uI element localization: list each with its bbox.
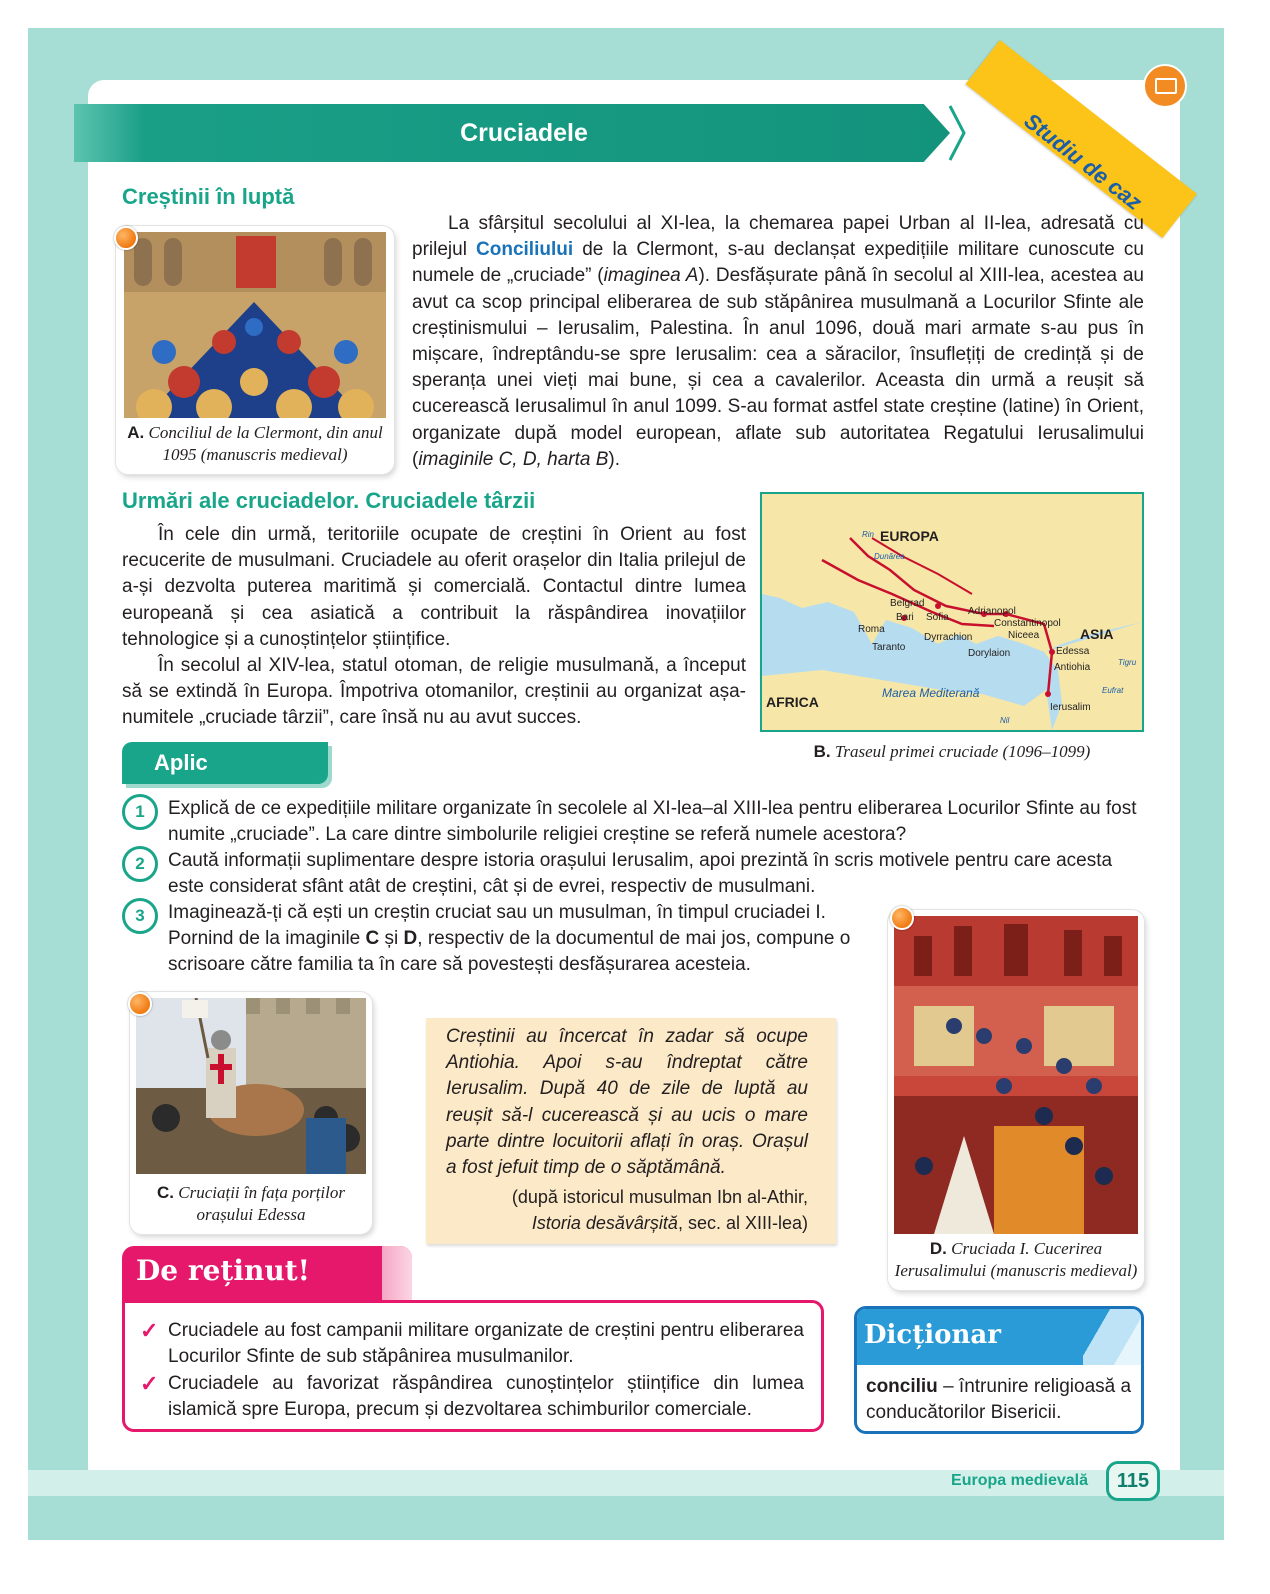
- orange-dot-icon: [890, 906, 914, 930]
- map-city: Adrianopol: [968, 606, 1016, 617]
- orange-dot-icon: [128, 992, 152, 1016]
- section2-paragraph-2: [122, 653, 746, 732]
- map-label-europa: EUROPA: [880, 528, 939, 544]
- section2-paragraph-1: [122, 522, 746, 653]
- case-study-label: Studiu de caz: [1019, 108, 1147, 215]
- section1-paragraph: [412, 211, 1144, 473]
- image-c-caption-text: Cruciații în fața porților orașului Edessa: [178, 1183, 345, 1224]
- map-label-tigru: Tigru: [1118, 658, 1137, 667]
- image-c-caption: [130, 1182, 372, 1226]
- image-d-label: D.: [929, 1239, 947, 1258]
- quote-source-c: , sec. al XIII-lea): [677, 1213, 808, 1233]
- section1-ref-cdb: imaginile C, D, harta B: [418, 448, 609, 470]
- task-number-2: 2: [122, 846, 158, 882]
- map-city: Roma: [858, 624, 885, 635]
- task-number-1: 1: [122, 794, 158, 830]
- image-c-label: C.: [157, 1183, 175, 1202]
- task-3-ref-c: C: [365, 928, 380, 950]
- image-d-caption: [888, 1238, 1144, 1282]
- map-city: Bari: [896, 612, 914, 623]
- map-label-rin: Rin: [862, 530, 875, 539]
- image-a-caption-text: Conciliul de la Clermont, din anul 1095 (manuscris medieval): [148, 423, 383, 464]
- map-city: Dorylaion: [968, 648, 1011, 659]
- map-label-nil: Nil: [1000, 716, 1010, 725]
- quote-text: Creștinii au încercat în zadar să ocupe Antiohia. Apoi s-au îndreptat către Ierusalim. După 40 de zile de luptă au reușit să-l cucerească și au ucis o mare parte dintre locuitorii aflați în oraș. Orașul a fost jefuit timp de o săptămână.: [446, 1026, 808, 1179]
- map-label-asia: ASIA: [1080, 626, 1114, 642]
- map-b-caption: [760, 741, 1144, 763]
- section2-text-1: În cele din urmă, teritoriile ocupate de creștini în Orient au fost recucerite de musulmani. Cruciadele au oferit orașelor din Italia prilejul de a-și dezvolta puterea maritimă și comercială. Contactul dintre lumea europeană și cea asiatică a contribuit la răspândirea inovațiilor tehnologice și a cunoștințelor științifice.: [122, 524, 746, 650]
- dictionar-title: Dicționar: [864, 1320, 1001, 1350]
- map-label-sea: Marea Mediterană: [882, 686, 980, 700]
- map-city: Antiohia: [1054, 662, 1091, 673]
- checkmark-icon: ✓: [140, 1371, 159, 1396]
- quote-source-a: (după istoricul musulman Ibn al-Athir,: [511, 1187, 808, 1207]
- image-a-label: A.: [127, 423, 145, 442]
- checkmark-icon: ✓: [140, 1318, 159, 1343]
- map-label-dunarea: Dunărea: [874, 552, 905, 561]
- section-heading-crestinii: Creștinii în luptă: [122, 184, 295, 209]
- map-label-eufrat: Eufrat: [1102, 686, 1124, 695]
- footer-chapter: Europa medievală: [951, 1472, 1088, 1489]
- image-b-caption-text: Traseul primei cruciade (1096–1099): [834, 742, 1091, 761]
- quote-source: [446, 1184, 808, 1236]
- retinut-item-1: Cruciadele au fost campanii militare organizate de creștini pentru eliberarea Locurilor Sfinte de sub stăpânirea musulmanilor.: [168, 1320, 804, 1367]
- retinut-item-2: Cruciadele au favorizat răspândirea cunoștințelor științifice din lumea islamică spre Europa, precum și dezvoltarea schimburilor comerciale.: [168, 1373, 804, 1420]
- dictionar-term: conciliu: [866, 1376, 938, 1397]
- image-d-frame: [888, 910, 1144, 1290]
- conciliu-keyword[interactable]: Conciliului: [476, 239, 574, 261]
- task-3-part-a: Imaginează-ți că ești un creștin cruciat sau un musulman, în timpul cruciadei I. Pornind de la imaginile: [168, 902, 826, 950]
- task-3-part-e: , respectiv de la documentul de mai jos, compune o scrisoare către familia ta în care să povestești desfășurarea acesteia.: [168, 928, 851, 976]
- dictionar-entry: [866, 1374, 1134, 1426]
- map-city: Sofia: [926, 612, 949, 623]
- task-number-3: 3: [122, 898, 158, 934]
- map-city: Belgrad: [890, 598, 925, 609]
- section-heading-urmari: Urmări ale cruciadelor. Cruciadele târzii: [122, 488, 536, 513]
- image-b-label: B.: [813, 742, 831, 761]
- orange-dot-icon: [114, 226, 138, 250]
- map-city: Edessa: [1056, 646, 1090, 657]
- map-city: Dyrrachion: [924, 632, 973, 643]
- map-city: Niceea: [1008, 630, 1040, 641]
- computer-icon: [1143, 64, 1187, 108]
- map-city: Ierusalim: [1050, 702, 1091, 713]
- section1-text-d: ).: [608, 448, 621, 470]
- section1-text-c: ). Desfășurate până în secolul al XIII-lea, acestea au avut ca scop principal eliberarea de sub stăpânirea musulmană a Locurilor Sfinte ale creștinismului – Ierusalim, Palestina. În anul 1096, două mari armate s-au pus în mișcare, îndreptându-se spre Ierusalim: cea a săracilor, însuflețiți de credință și de speranța unei vieți mai bune, și cea a cavalerilor. Aceasta din urmă a reușit să cucerească Ierusalimul în anul 1099. S-au format astfel state creștine (latine) în Orient, organizate după model european, aflate sub autoritatea Regatului Ierusalimului (: [412, 265, 1144, 470]
- image-d-caption-text: Cruciada I. Cucerirea Ierusalimului (manuscris medieval): [894, 1239, 1138, 1280]
- section1-ref-a: imaginea A: [603, 265, 699, 287]
- task-3-text: [168, 900, 888, 979]
- map-city: Taranto: [872, 642, 906, 653]
- retinut-title: De reținut!: [136, 1254, 310, 1287]
- task-3-part-b: și: [379, 928, 404, 950]
- image-a-frame: [116, 226, 394, 474]
- image-a-caption: [116, 422, 394, 466]
- council-clermont-illustration: [124, 232, 386, 418]
- map-city: Constantinopol: [994, 618, 1061, 629]
- page-number: 115: [1106, 1461, 1160, 1501]
- map-label-africa: AFRICA: [766, 694, 819, 710]
- section1-text-a: La sfârșitul secolului al XI-lea, la chemarea papei Urban al II-lea, adresată cu prilejul: [412, 213, 1144, 261]
- image-c-frame: [130, 992, 372, 1234]
- conquest-jerusalem-manuscript: [894, 916, 1138, 1234]
- aplic-header: Aplic: [122, 742, 328, 784]
- dictionar-definition: – întrunire religioasă a conducătorilor Bisericii.: [866, 1376, 1132, 1423]
- map-b: [760, 492, 1144, 732]
- task-3-ref-d: D: [403, 928, 418, 950]
- task-2-text: Caută informații suplimentare despre istoria orașului Ierusalim, apoi prezintă în scris motivele pentru care acesta este considerat sfânt atât de creștini, cât și de evrei, respectiv de musulmani.: [168, 850, 1113, 898]
- task-1-text: Explică de ce expedițiile militare organizate în secolele al XI-lea–al XIII-lea pentru eliberarea Locurilor Sfinte au fost numite „cruciade”. La care dintre simbolurile religiei creștine se referă numele acestora?: [168, 798, 1137, 846]
- section2-text-2: În secolul al XIV-lea, statul otoman, de religie musulmană, a început să se extindă în Europa. Împotriva otomanilor, creștinii au organizat așa-numitele „cruciade târzii”, care însă nu au avut succes.: [122, 655, 746, 729]
- crusaders-edessa-painting: [136, 998, 366, 1174]
- quote-source-title: Istoria desăvârșită: [531, 1213, 678, 1233]
- section1-text-b: de la Clermont, s-au declanșat expedițiile militare cunoscute cu numele de „cruciade” (: [412, 239, 1144, 287]
- page-title: Cruciadele: [460, 119, 588, 147]
